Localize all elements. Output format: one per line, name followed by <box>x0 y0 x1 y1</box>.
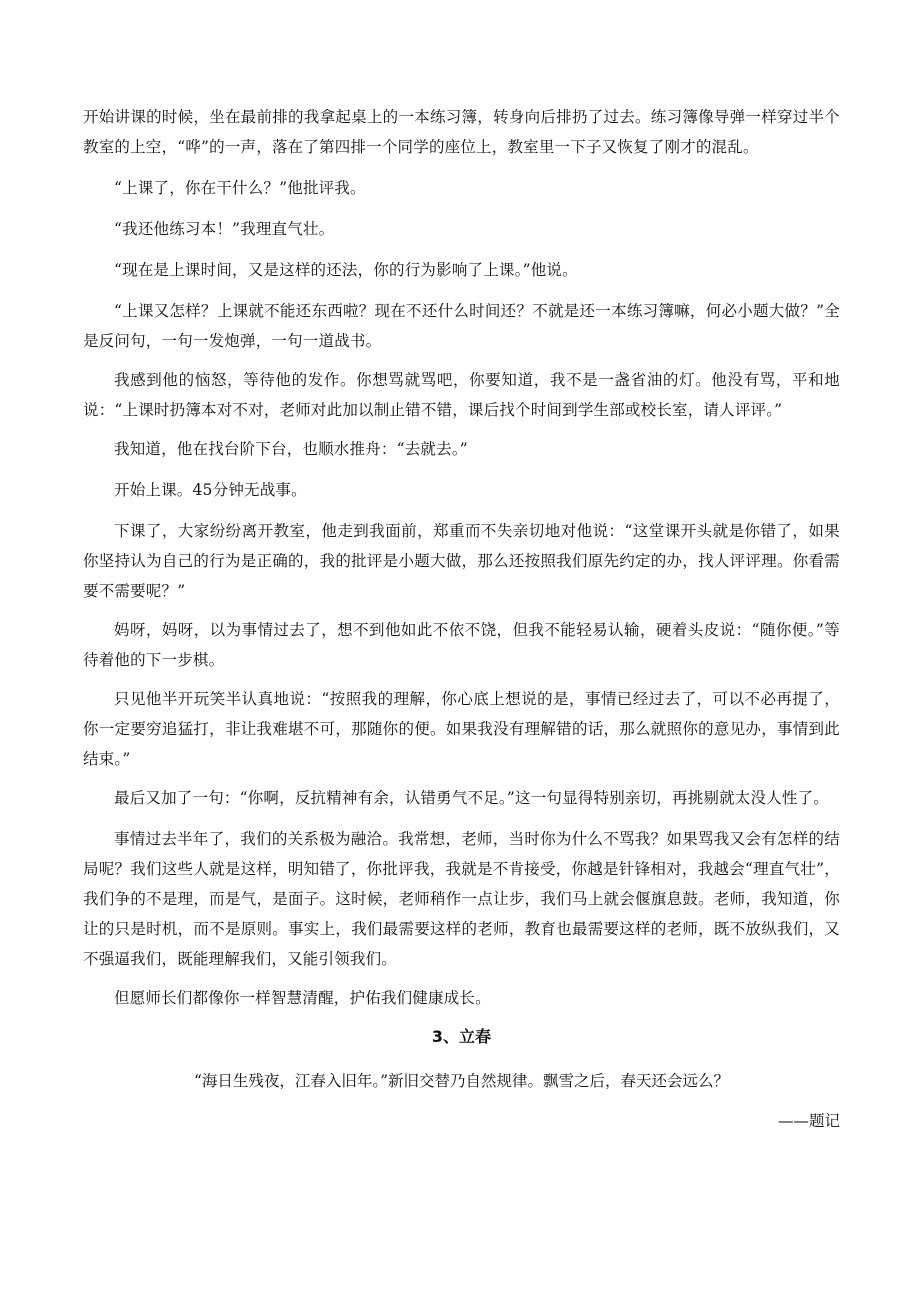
paragraph-after-class: 下课了，大家纷纷离开教室，他走到我面前，郑重而不失亲切地对他说：“这堂课开头就是你错了，如果你坚持认为自己的行为是正确的，我的批评是小题大做，那么还按照我们原先约定的办，找人评评理。你看需要不需要呢？” <box>83 522 840 600</box>
paragraph-half-joke: 只见他半开玩笑半认真地说：“按照我的理解，你心底上想说的是，事情已经过去了，可以不必再提了，你一定要穷追猛打，非让我难堪不可，那随你的便。如果我没有理解错的话，那么就照你的意见办，事情到此结束。” <box>83 690 840 768</box>
paragraph-dialogue-3: “现在是上课时间，又是这样的还法，你的行为影响了上课。”他说。 <box>114 261 578 279</box>
epigraph-attribution: ——题记 <box>777 1112 840 1130</box>
paragraph-stubborn: 妈呀，妈呀，以为事情过去了，想不到他如此不依不饶，但我不能轻易认输，硬着头皮说：“随你便。”等待着他的下一步棋。 <box>83 621 840 669</box>
paragraph-teacher-reply: 我感到他的恼怒，等待他的发作。你想骂就骂吧，你要知道，我不是一盏省油的灯。他没有骂，平和地说：“上课时扔簿本对不对，老师对此加以制止错不错，课后找个时间到学生部或校长室，请人评评。” <box>83 371 840 419</box>
paragraph-class-start: 开始上课。45分钟无战事。 <box>114 481 307 499</box>
paragraph-dialogue-1: “上课了，你在干什么？”他批评我。 <box>114 179 366 197</box>
paragraph-step-down: 我知道，他在找台阶下台，也顺水推舟：“去就去。” <box>114 440 468 458</box>
paragraph-reflection: 事情过去半年了，我们的关系极为融洽。我常想，老师，当时你为什么不骂我？如果骂我又会有怎样的结局呢？我们这些人就是这样，明知错了，你批评我，我就是不肯接受，你越是针锋相对，我越会“理直气壮”，我们争的不是理，而是气，是面子。这时候，老师稍作一点让步，我们马上就会偃旗息鼓。老师，我知道，你让的只是时机，而不是原则。事实上，我们最需要这样的老师，教育也最需要这样的老师，既不放纵我们，又不强逼我们，既能理解我们，又能引领我们。 <box>83 830 840 968</box>
paragraph-final-remark: 最后又加了一句：“你啊，反抗精神有余，认错勇气不足。”这一句显得特别亲切，再挑剔就太没人性了。 <box>114 789 830 807</box>
epigraph-quote: “海日生残夜，江春入旧年。”新旧交替乃自然规律。飘雪之后，春天还会远么？ <box>193 1072 730 1090</box>
document-page <box>83 102 840 1135</box>
paragraph-opening: 开始讲课的时候，坐在最前排的我拿起桌上的一本练习簿，转身向后排扔了过去。练习簿像导弹一样穿过半个教室的上空，“哗”的一声，落在了第四排一个同学的座位上，教室里一下子又恢复了刚才的混乱。 <box>83 108 840 156</box>
paragraph-dialogue-2: “我还他练习本！”我理直气壮。 <box>114 220 335 238</box>
paragraph-closing-wish: 但愿师长们都像你一样智慧清醒，护佑我们健康成长。 <box>114 989 491 1007</box>
paragraph-dialogue-4: “上课又怎样？上课就不能还东西啦？现在不还什么时间还？不就是还一本练习簿嘛，何必小题大做？”全是反问句，一句一发炮弹，一句一道战书。 <box>83 302 840 350</box>
section-heading: 3、立春 <box>431 1027 492 1046</box>
